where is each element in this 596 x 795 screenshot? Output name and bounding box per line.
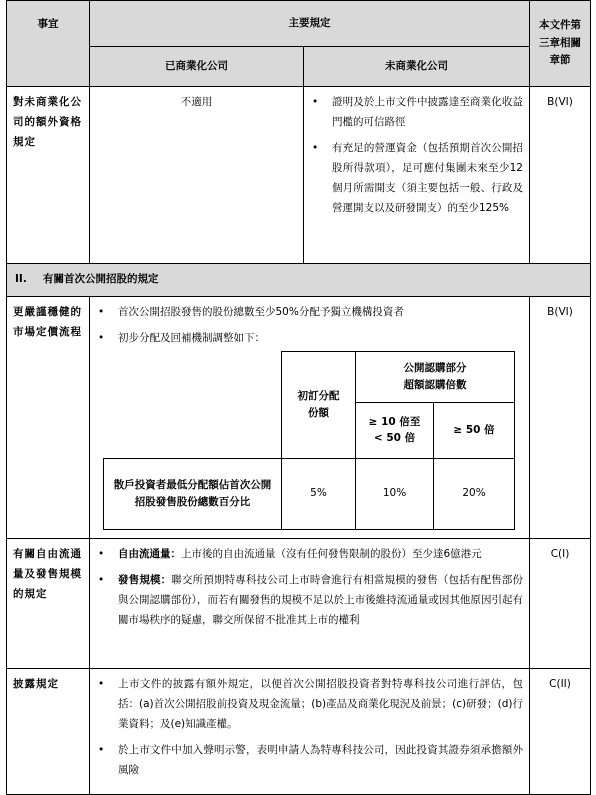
list-item: • 首次公開招股發售的股份總數至少50%分配予獨立機構投資者 [90, 303, 529, 323]
row-price-discovery [7, 296, 591, 538]
term-label: 自由流通量： [118, 547, 181, 560]
list-item [90, 545, 529, 565]
term-text: 聯交所預期特專科技公司上市時會進行有相當規模的發售（包括有配售部份與公開認購部份），而若有關發售的規模不足以於上市後維持流通量或因其他原因引起有關市場秩序的疑慮，聯交所保留不批准其上市的權利 [118, 573, 524, 626]
reference-text: C(II) [530, 668, 591, 794]
not-applicable-text: 不適用 [90, 87, 304, 264]
row-label: 有關自由流通量及發售規模的規定 [7, 538, 90, 668]
reference-text: C(I) [530, 538, 591, 668]
rules-table [6, 0, 591, 795]
tier-2-header: ≥ 50 倍 [434, 402, 515, 458]
header-commercialised: 已商業化公司 [90, 47, 304, 87]
list-item: • 上市文件的披露有額外規定，以便首次公開招股投資者對特專科技公司進行評估，包括：(a)首次公開招股前投資及現金流量；(b)產品及商業化現況及前景；(c)研發；(d)行業資料；及(e)知識產權。 [90, 675, 529, 735]
reference-text: B(VI) [530, 87, 591, 264]
pre-commercial-cell [304, 87, 530, 264]
row-free-float [7, 538, 591, 668]
row-disclosure [7, 668, 591, 794]
section-heading-row [7, 264, 591, 297]
price-discovery-cell [90, 296, 530, 538]
list-item: • 有充足的營運資金（包括預期首次公開招股所得款項），足可應付集團未來至少12個月所需開支（須主要包括一般、行政及營運開支以及研發開支）的至少125% [304, 139, 529, 219]
list-item: • 初步分配及回補機制調整如下： [90, 329, 529, 349]
disclosure-cell [90, 668, 530, 794]
table-cell: 20% [434, 458, 515, 529]
initial-allocation-header: 初訂分配份額 [282, 351, 356, 458]
tier-1-header: ≥ 10 倍至 < 50 倍 [356, 402, 434, 458]
allocation-table [103, 351, 515, 530]
row-extra-eligibility [7, 87, 591, 264]
section-number: II. [15, 273, 27, 285]
header-pre-commercial: 未商業化公司 [304, 47, 530, 87]
section-heading [7, 264, 591, 297]
term-label: 發售規模： [118, 573, 172, 586]
header-main-rules: 主要規定 [90, 1, 530, 47]
public-subscription-header: 公開認購部分超額認購倍數 [356, 351, 515, 402]
list-item: • 於上市文件中加入聲明示警，表明申請人為特專科技公司，因此投資其證券須承擔額外風險 [90, 741, 529, 781]
free-float-cell [90, 538, 530, 668]
term-text: 上市後的自由流通量（沒有任何發售限制的股份）至少達6億港元 [181, 547, 482, 560]
table-cell: 5% [282, 458, 356, 529]
header-row [7, 1, 591, 47]
header-subrow [7, 47, 591, 87]
row-label: 更嚴謹穩健的市場定價流程 [7, 296, 90, 538]
header-matter: 事宜 [7, 1, 90, 87]
table-cell: 10% [356, 458, 434, 529]
row-label: 披露規定 [7, 668, 90, 794]
document-page [6, 0, 590, 793]
reference-text: B(VI) [530, 296, 591, 538]
header-reference: 本文件第三章相關章節 [530, 1, 591, 87]
section-title: 有關首次公開招股的規定 [43, 273, 159, 285]
retail-allocation-label: 散戶投資者最低分配額佔首次公開招股發售股份總數百分比 [104, 458, 282, 529]
list-item [90, 571, 529, 631]
list-item: • 證明及於上市文件中披露達至商業化收益門檻的可信路徑 [304, 93, 529, 133]
row-label: 對未商業化公司的額外資格規定 [7, 87, 90, 264]
